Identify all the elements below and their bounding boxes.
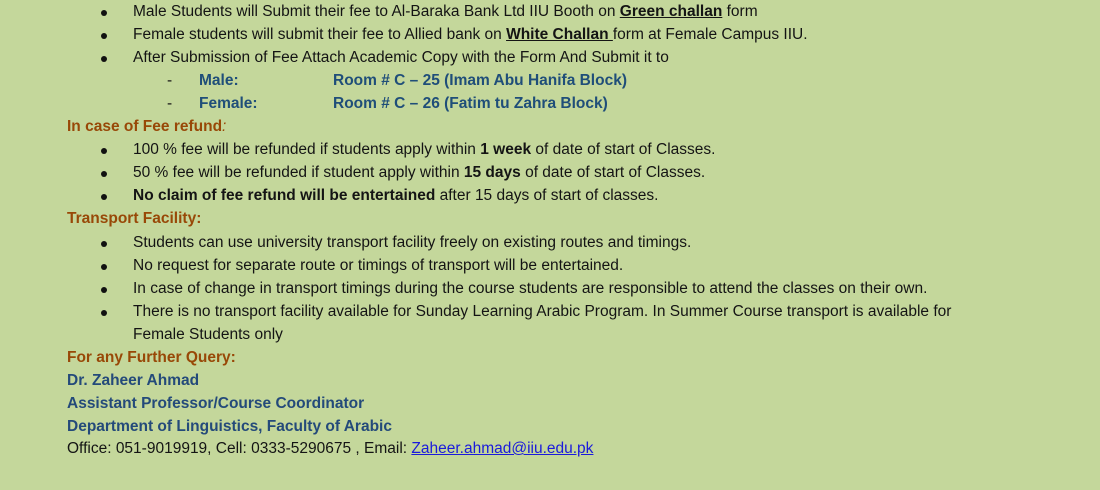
refund-item [133,163,705,183]
green-challan-label: Green challan [619,3,723,20]
contact-name: Dr. Zaheer Ahmad [67,372,200,389]
female-payment-line [133,25,808,45]
query-heading: For any Further Query: [67,349,236,366]
white-challan-label: White Challan [506,26,613,43]
transport-heading: Transport Facility: [67,210,202,227]
contact-department: Department of Linguistics, Faculty of Arabic [67,418,392,435]
transport-item: Students can use university transport facility freely on existing routes and timings. [133,234,692,251]
female-room-label: Female: [199,95,258,112]
refund-item-text: 100 % fee will be refunded if students apply within [133,141,481,158]
bullet [101,287,107,293]
refund-item-emphasis: No claim of fee refund will be entertained [133,187,436,204]
refund-item [133,140,715,160]
attach-copy-line: After Submission of Fee Attach Academic Copy with the Form And Submit it to [133,49,669,66]
contact-details [67,439,593,459]
transport-item-continuation: Female Students only [133,326,283,343]
contact-phone-text: Office: 051-9019919, Cell: 0333-5290675 , Email: [67,440,412,457]
male-payment-suffix: form [722,3,758,20]
refund-item-suffix: of date of start of Classes. [531,141,716,158]
male-room-value: Room # C – 25 (Imam Abu Hanifa Block) [333,72,627,89]
female-room-value: Room # C – 26 (Fatim tu Zahra Block) [333,95,608,112]
refund-heading-colon: : [222,118,227,135]
male-payment-text: Male Students will Submit their fee to Al-Baraka Bank Ltd IIU Booth on [133,3,620,20]
email-link[interactable]: Zaheer.ahmad@iiu.edu.pk [411,440,594,457]
bullet [101,171,107,177]
dash-marker: - [167,72,173,89]
bullet [101,10,107,16]
bullet [101,264,107,270]
bullet [101,194,107,200]
bullet [101,148,107,154]
male-room-label: Male: [199,72,239,89]
female-payment-suffix: form at Female Campus IIU. [612,26,808,43]
bullet [101,310,107,316]
dash-marker: - [167,95,173,112]
refund-item-suffix: after 15 days of start of classes. [435,187,659,204]
contact-title: Assistant Professor/Course Coordinator [67,395,365,412]
bullet [101,241,107,247]
refund-item-emphasis: 15 days [463,164,521,181]
female-payment-text: Female students will submit their fee to Allied bank on [133,26,507,43]
bullet [101,56,107,62]
refund-item-text: 50 % fee will be refunded if student apply within [133,164,464,181]
male-payment-line [133,2,758,22]
transport-item: There is no transport facility available for Sunday Learning Arabic Program. In Summer Course transport is available for [133,303,952,320]
transport-item: No request for separate route or timings of transport will be entertained. [133,257,624,274]
refund-item-suffix: of date of start of Classes. [520,164,706,181]
refund-item [133,186,658,206]
refund-item-emphasis: 1 week [480,141,532,158]
bullet [101,33,107,39]
refund-heading [67,117,226,137]
transport-item: In case of change in transport timings during the course students are responsible to attend the classes on their own. [133,280,928,297]
refund-heading-text: In case of Fee refund [67,118,223,135]
